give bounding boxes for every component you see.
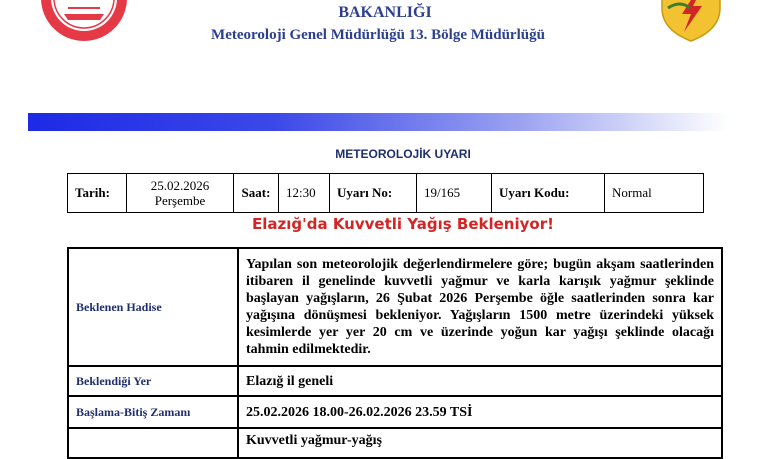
hazard-label — [68, 428, 238, 458]
time-range-value: 25.02.2026 18.00-26.02.2026 23.59 TSİ — [238, 396, 722, 428]
hazard-value: Kuvvetli yağmur-yağış — [238, 428, 722, 458]
warning-code-value: Normal — [605, 174, 704, 213]
time-range-label: Başlama-Bitiş Zamanı — [68, 396, 238, 428]
warning-code-label: Uyarı Kodu: — [492, 174, 605, 213]
header-divider-bar — [28, 113, 728, 131]
expected-event-value: Yapılan son meteorolojik değerlendirmelere göre; bugün akşam saatlerinden itibaren il genelinde kuvvetli yağmur ve karla karışık yağmur şeklinde başlayan yağışların, 26 Şubat 2026 Perşembe öğle saatlerinden sonra kar yağışına dönüşmesi bekleniyor. Yağışların 1500 metre üzerindeki yüksek kesimlerde yer yer 20 cm ve üzerinde yoğun kar yağışı şeklinde olacağı tahmin edilmektedir. — [238, 248, 722, 366]
warning-details-table — [67, 247, 723, 459]
svg-text:•: • — [58, 32, 61, 38]
expected-place-value: Elazığ il geneli — [238, 366, 722, 396]
time-label: Saat: — [234, 174, 279, 213]
date-label: Tarih: — [68, 174, 127, 213]
document-title: METEOROLOJİK UYARI — [335, 147, 471, 161]
date-value: 25.02.2026 — [150, 178, 210, 193]
warning-info-table — [67, 173, 704, 213]
warning-no-value: 19/165 — [417, 174, 492, 213]
warning-headline: Elazığ'da Kuvvetli Yağış Bekleniyor! — [252, 215, 554, 233]
directorate-name: Meteoroloji Genel Müdürlüğü 13. Bölge Müdürlüğü — [211, 27, 545, 43]
time-value: 12:30 — [279, 174, 330, 213]
ministry-name: BAKANLIĞI — [338, 4, 432, 21]
expected-place-label: Beklendiği Yer — [68, 366, 238, 396]
meteorology-lightning-shield-icon — [660, 0, 722, 42]
day-value: Perşembe — [154, 193, 206, 208]
date-cell — [127, 174, 234, 213]
expected-event-label: Beklenen Hadise — [68, 248, 238, 366]
warning-no-label: Uyarı No: — [330, 174, 417, 213]
